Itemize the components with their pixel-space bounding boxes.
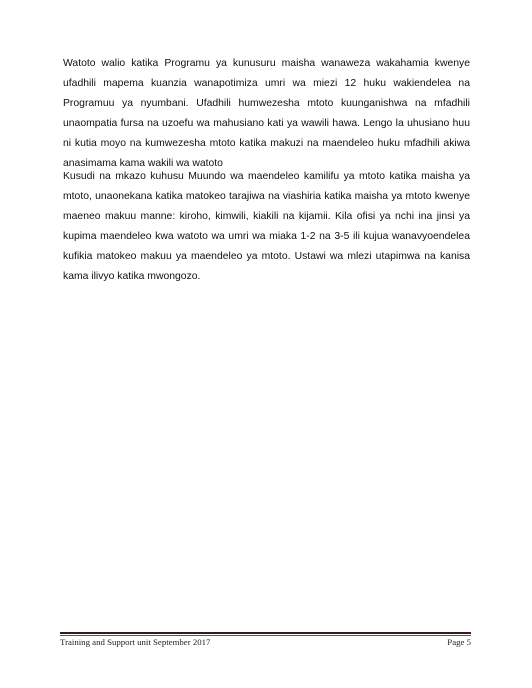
footer-rule [60, 632, 471, 636]
page-footer [60, 637, 471, 647]
page-number: Page 5 [447, 637, 471, 647]
body-paragraph-1: Watoto walio katika Programu ya kunusuru maisha wanaweza wakahamia kwenye ufadhili mapema kuanzia wanapotimiza umri wa miezi 12 huku wakiendelea na Programuu ya nyumbani. Ufadhili humwezesha mtoto kuunganishwa na mfadhili unaompatia fursa na uzoefu wa mahusiano kati ya wawili hawa. Lengo la uhusiano huu ni kutia moyo na kumwezesha mtoto katika makuzi na maendeleo huku mfadhili akiwa anasimama kama wakili wa watoto [63, 58, 470, 169]
body-paragraph-2: Kusudi na mkazo kuhusu Muundo wa maendeleo kamilifu ya mtoto katika maisha ya mtoto, unaonekana katika matokeo tarajiwa na viashiria katika maisha ya mtoto kwenye maeneo makuu manne: kiroho, kimwili, kiakili na kijamii. Kila ofisi ya nchi ina jinsi ya kupima maendeleo kwa watoto wa umri wa miaka 1-2 na 3-5 ili kujua wanavyoendelea kufikia matokeo makuu ya maendeleo ya mtoto. Ustawi wa mlezi utapimwa na kanisa kama ilivyo katika mwongozo. [63, 171, 470, 282]
footer-rule-accent [60, 635, 471, 636]
footer-rule-dark [60, 632, 471, 634]
footer-unit-date: Training and Support unit September 2017 [60, 637, 211, 647]
